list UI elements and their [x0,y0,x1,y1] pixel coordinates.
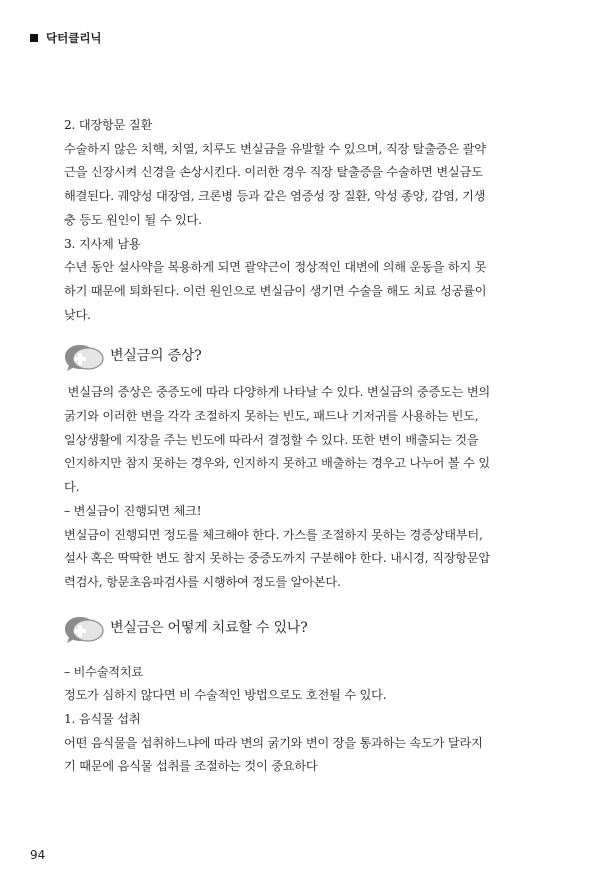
paragraph-line: 일상생활에 지장을 주는 빈도에 따라서 결정할 수 있다. 또한 변이 배출되는 것을 [64,432,479,447]
section-heading-treatment [64,613,550,645]
paragraph-line: 근을 신장시켜 신경을 손상시킨다. 이러한 경우 직장 탈출증을 수술하면 변실금도 [64,165,483,180]
plus-speech-bubble-icon [64,613,106,645]
paragraph-line: 수술하지 않은 치핵, 치열, 치루도 변실금을 유발할 수 있으며, 직장 탈출증은 괄약 [64,141,486,156]
subheading-laxative: 3. 지사제 남용 [64,236,141,251]
plus-speech-bubble-icon [64,341,106,373]
paragraph-line: 인지하지만 참지 못하는 경우와, 인지하지 못하고 배출하는 경우고 나누어 볼 수 있 [64,456,491,471]
page-number: 94 [30,848,46,862]
section-title: 변실금의 증상? [110,348,202,365]
paragraph-line: 수년 동안 설사약을 복용하게 되면 괄약근이 정상적인 대변에 의해 운동을 하지 못 [64,260,487,275]
paragraph-line: 충 등도 원인이 될 수 있다. [64,212,202,227]
running-header [30,30,102,46]
section-heading-symptoms [64,341,550,373]
paragraph-line: 력검사, 항문초음파검사를 시행하여 정도를 알아본다. [64,574,341,589]
paragraph-line: 굵기와 이러한 변을 각각 조절하지 못하는 빈도, 패드나 기저귀를 사용하는 빈도, [64,409,479,424]
paragraph-line: 하기 때문에 퇴화된다. 이런 원인으로 변실금이 생기면 수술을 해도 치료 성공률이 [64,283,487,298]
paragraph-line: 정도가 심하지 않다면 비 수술적인 방법으로도 호전될 수 있다. [64,688,387,703]
paragraph-line: 설사 혹은 딱딱한 변도 참지 못하는 중증도까지 구분해야 한다. 내시경, 직장항문압 [64,551,491,566]
paragraph-line: 변실금의 증상은 중증도에 따라 다양하게 나타날 수 있다. 변실금의 중증도는 변의 [64,385,491,400]
subheading-check: – 변실금이 진행되면 체크! [64,503,202,518]
subheading-food: 1. 음식물 섭취 [64,712,141,727]
paragraph-line: 해결된다. 궤양성 대장염, 크론병 등과 같은 염증성 장 질환, 악성 종양, 감염, 기생 [64,189,486,204]
page-content [64,114,550,779]
paragraph-line: 기 때문에 음식물 섭취를 조절하는 것이 중요하다 [64,759,318,774]
section-title: 변실금은 어떻게 치료할 수 있나? [110,619,308,636]
subheading-colorectal: 2. 대장항문 질환 [64,118,153,132]
paragraph-line: 어떤 음식물을 섭취하느냐에 따라 변의 굵기와 변이 장을 통과하는 속도가 달라지 [64,735,483,750]
paragraph-line: 낮다. [64,307,91,322]
paragraph-line: 다. [64,480,80,495]
paragraph-line: 변실금이 진행되면 정도를 체크해야 한다. 가스를 조절하지 못하는 경증상태부터, [64,527,483,542]
subheading-nonsurgical: – 비수술적치료 [64,664,144,679]
header-title: 닥터클리닉 [46,31,102,45]
header-square-icon [30,34,38,42]
